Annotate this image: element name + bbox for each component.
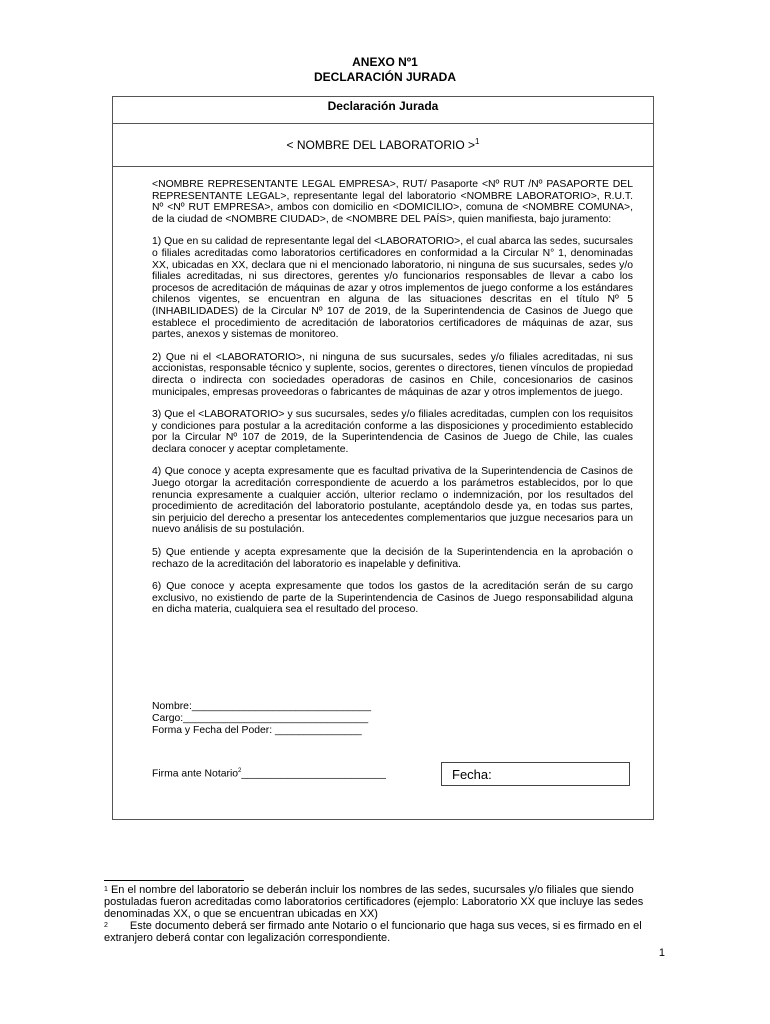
footnote-1-marker: 1	[104, 886, 108, 893]
page-number: 1	[658, 947, 665, 959]
clause-2: 2) Que ni el <LABORATORIO>, ni ninguna de sus sucursales, sedes y/o filiales acreditadas, ni sus accionistas, responsable técnico y suplente, socios, gerentes o directores, tienen vínculos de propiedad directa o indirecta con sociedades operadoras de casinos en Chile, concesionarios de casinos municipales, empresas proveedoras o fabricantes de máquinas de azar y otros implementos de juego.	[152, 351, 633, 398]
annex-number: ANEXO Nº1	[352, 55, 418, 69]
position-field: Cargo:________________________________	[152, 712, 369, 724]
clause-5: 5) Que entiende y acepta expresamente que la decisión de la Superintendencia en la aprobación o rechazo de la acreditación del laboratorio es inapelable y definitiva.	[152, 547, 633, 570]
frame-heading: Declaración Jurada	[113, 97, 653, 124]
date-box: Fecha:	[441, 762, 630, 786]
name-field: Nombre:_______________________________	[152, 701, 371, 712]
signature-block	[152, 701, 452, 736]
footnote-1-text: En el nombre del laboratorio se deberán incluir los nombres de las sedes, sucursales y/o filiales que siendo postuladas fueron acreditadas como laboratorios certificadores (ejemplo: Laboratorio XX que incluye las sedes denominadas XX, o que se encuentran ubicadas en XX)	[104, 884, 644, 920]
footnote-2-marker: 2	[104, 922, 108, 929]
intro-paragraph: <NOMBRE REPRESENTANTE LEGAL EMPRESA>, RUT/ Pasaporte <Nº RUT /Nº PASAPORTE DEL REPRESENTANTE LEGAL>, representante legal del laboratorio <NOMBRE LABORATORIO>, R.U.T. Nº <Nº RUT EMPRESA>, ambos con domicilio en <DOMICILIO>, comuna de <NOMBRE COMUNA>, de la ciudad de <NOMBRE CIUDAD>, de <NOMBRE DEL PAÍS>, quien manifiesta, bajo juramento:	[152, 179, 633, 225]
document-title: DECLARACIÓN JURADA	[313, 70, 456, 84]
declaration-body	[152, 179, 633, 627]
notary-signature-field	[152, 768, 442, 779]
lab-name-row	[113, 124, 653, 167]
footnote-2-text: Este documento deberá ser firmado ante Notario o el funcionario que haga sus veces, si es firmado en el extranjero deberá contar con legalización correspondiente.	[104, 920, 642, 944]
notary-signature-line: _________________________	[241, 768, 386, 780]
footnote-separator	[104, 880, 244, 881]
footnote-1	[104, 884, 668, 920]
footnotes	[104, 884, 668, 944]
footnote-2	[104, 920, 668, 944]
notary-signature-label: Firma ante Notario	[152, 768, 239, 780]
power-date-field: Forma y Fecha del Poder: _______________	[152, 724, 362, 736]
footnote-ref-2: 2	[238, 768, 242, 774]
footnote-ref-1: 1	[475, 137, 480, 146]
clause-1: 1) Que en su calidad de representante legal del <LABORATORIO>, el cual abarca las sedes, sucursales o filiales acreditadas como laboratorios certificadores en conformidad a la Circular N° 1, denominadas XX, ubicadas en XX, declara que ni el mencionado laboratorio, ni ninguna de sus sucursales, sedes y/o filiales acreditadas, ni sus directores, gerentes y/o funcionarios responsables de llevar a cabo los procesos de acreditación de máquinas de azar y otros implementos de juego conforme a los estándares chilenos vigentes, se encuentran en alguna de las situaciones descritas en el título Nº 5 (INHABILIDADES) de la Circular Nº 107 de 2019, de la Superintendencia de Casinos de Juego que establece el procedimiento de acreditación de laboratorios certificadores de máquinas de azar, sus partes, anexos y sistemas de monitoreo.	[152, 236, 633, 341]
lab-name: < NOMBRE DEL LABORATORIO >	[286, 138, 476, 152]
clause-6: 6) Que conoce y acepta expresamente que todos los gastos de la acreditación serán de su cargo exclusivo, no existiendo de parte de la Superintendencia de Casinos de Juego responsabilidad alguna en dicha materia, cualquiera sea el resultado del proceso.	[152, 581, 633, 616]
clause-4: 4) Que conoce y acepta expresamente que es facultad privativa de la Superintendencia de Casinos de Juego otorgar la acreditación correspondiente de acuerdo a los parámetros establecidos, por lo que renuncia expresamente a cualquier acción, ulterior reclamo o indemnización, por los resultados del procedimiento de acreditación del laboratorio postulante, aceptándolo desde ya, en todas sus partes, sin perjuicio del derecho a presentar los antecedentes complementarios que juzgue necesarios para un nuevo análisis de su postulación.	[152, 466, 633, 536]
clause-3: 3) Que el <LABORATORIO> y sus sucursales, sedes y/o filiales acreditadas, cumplen con los requisitos y condiciones para postular a la acreditación conforme a las disposiciones y procedimiento establecido por la Circular Nº 107 de 2019, de la Superintendencia de Casinos de Juego de Chile, las cuales declara conocer y aceptar completamente.	[152, 409, 633, 455]
